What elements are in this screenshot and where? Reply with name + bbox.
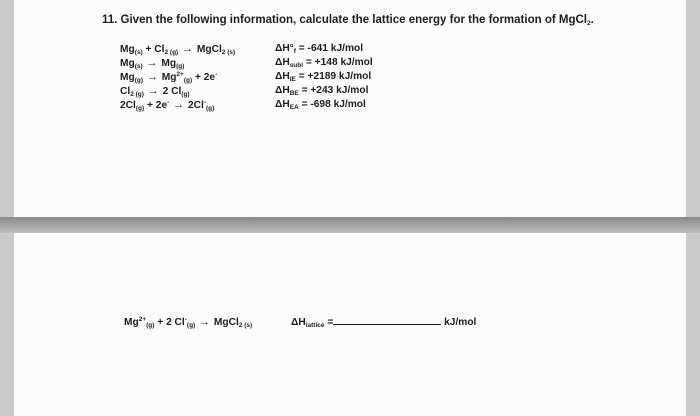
reaction-3: $Mg_{(g)} \to Mg^{2+}_{(g)} + 2e^-$ <box>120 71 218 84</box>
enthalpy-bond: $\Delta H_{BE} = +243$ kJ/mol <box>275 85 369 97</box>
lattice-answer: $\Delta H_{lattice} = kJ/mol$ <box>291 317 477 329</box>
reaction-1: $Mg_{(s)} + Cl_{2 (g)}$ → MgCl$_{2 (s)}$ <box>120 43 236 56</box>
enthalpy-formation: $\Delta H^\circ_f = -641$ kJ/mol <box>275 43 364 55</box>
lattice-reaction: $Mg^{2+}_{(g)} + 2$ $Cl^-_{(g)}$ → MgCl$_{2 (s)}$ <box>124 316 253 329</box>
reaction-2: $Mg_{(s)} \to Mg_{(g)}$ <box>120 57 185 70</box>
enthalpy-ionization: $\Delta H_{IE} = +2189$ kJ/mol <box>275 71 372 83</box>
enthalpy-sublimation: $\Delta H_{subl} = +148$ kJ/mol <box>275 57 373 69</box>
page-separator <box>0 217 700 233</box>
answer-blank[interactable] <box>333 316 441 325</box>
answer-unit: kJ/mol <box>444 317 477 328</box>
reaction-4: $Cl_{2 (g)} \to 2$ $Cl_{(g)}$ <box>120 85 190 98</box>
reaction-5: $2Cl_{(g)} + 2e^- \to 2Cl^-_{(g)}$ <box>120 99 215 112</box>
question-text: 11. Given the following information, calculate the lattice energy for the formation of MgCl$_2$. <box>102 14 594 27</box>
enthalpy-electron-affinity: $\Delta H_{EA} = -698$ kJ/mol <box>275 99 366 111</box>
